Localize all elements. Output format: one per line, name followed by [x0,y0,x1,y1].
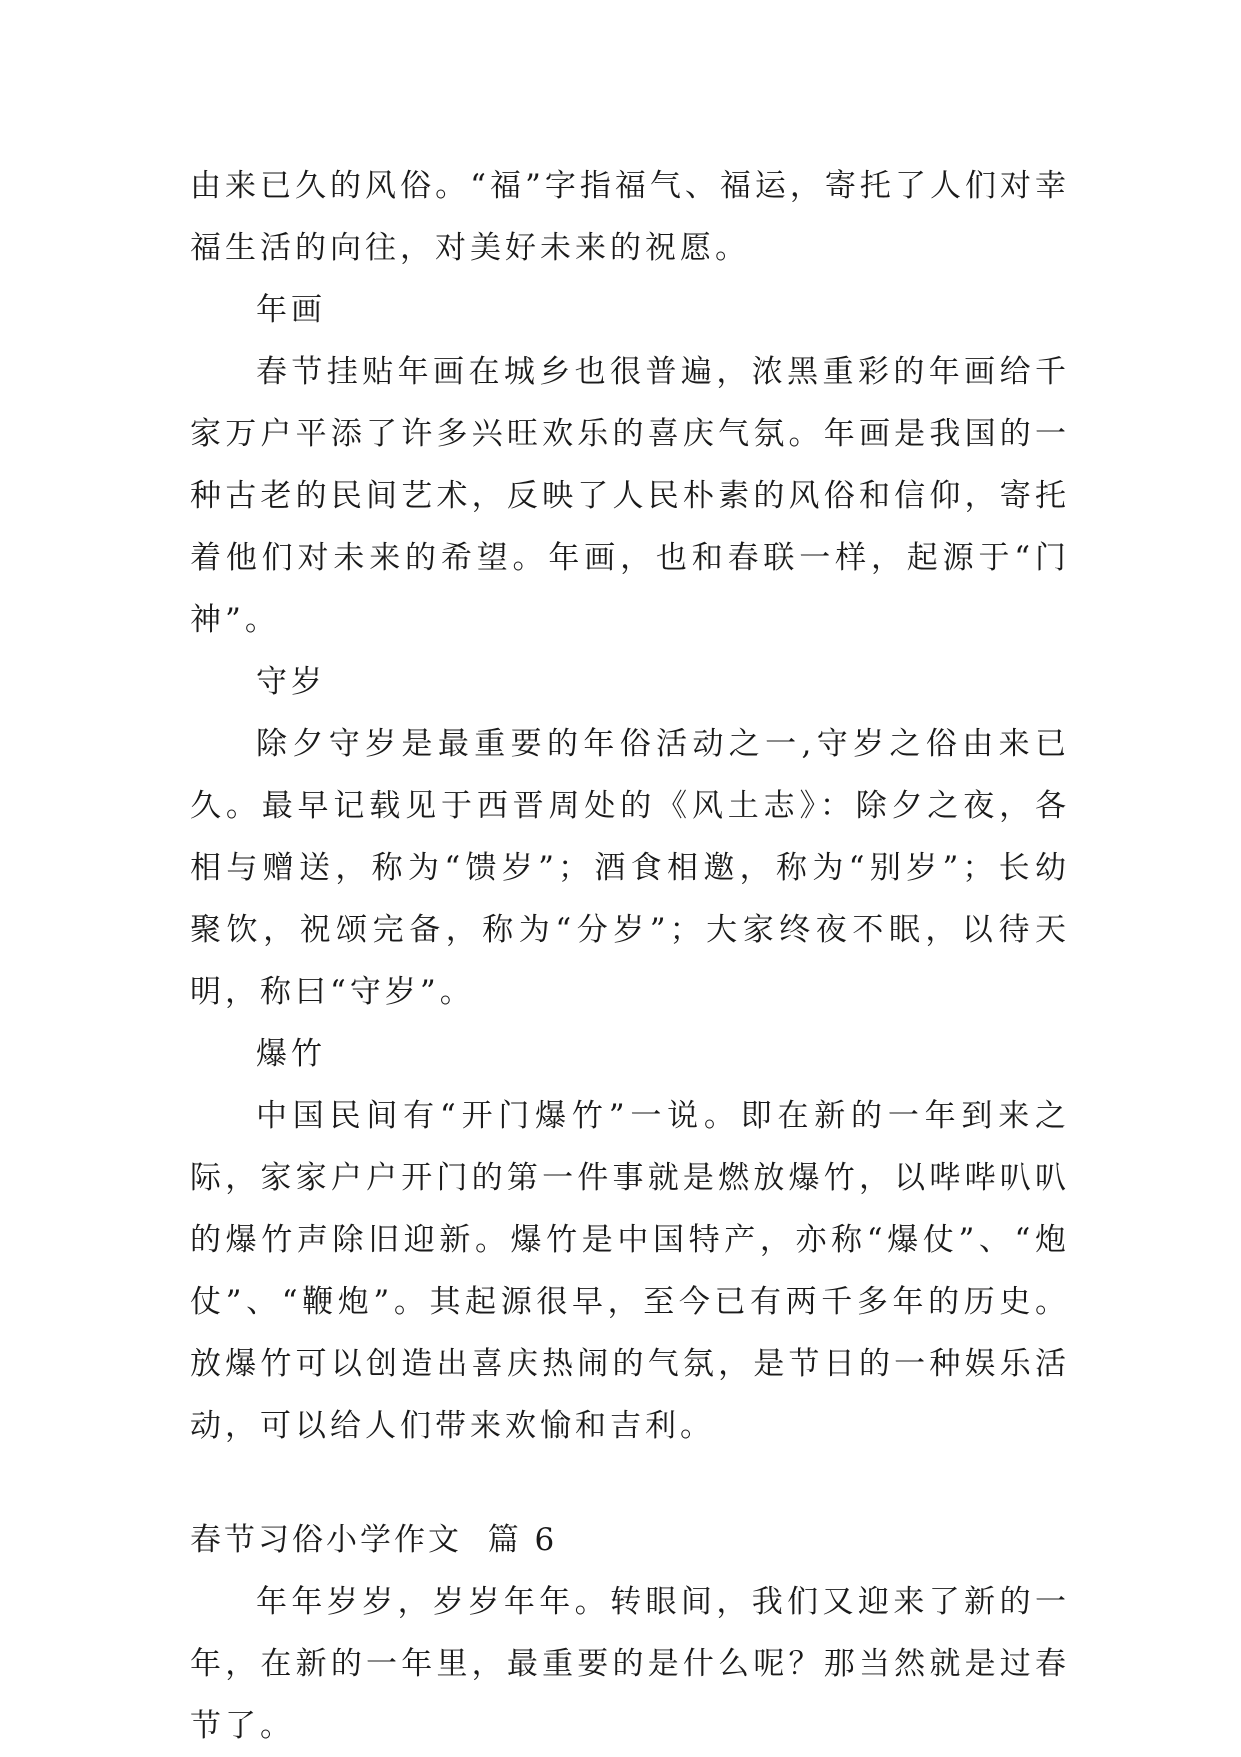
paragraph-nianhua: 春节挂贴年画在城乡也很普遍，浓黑重彩的年画给千家万户平添了许多兴旺欢乐的喜庆气氛。年画是我国的一种古老的民间艺术，反映了人民朴素的风俗和信仰，寄托着他们对未来的希望。年画，也和春联一样，起源于“门神”。 [190,354,1070,638]
paragraph-fu: 由来已久的风俗。“福”字指福气、福运，寄托了人们对幸福生活的向往，对美好未来的祝愿。 [190,168,1070,266]
paragraph-intro: 年年岁岁，岁岁年年。转眼间，我们又迎来了新的一年，在新的一年里，最重要的是什么呢？那当然就是过春节了。 [190,1584,1070,1744]
document-body [190,155,1070,1757]
paragraph-baozhu: 中国民间有“开门爆竹”一说。即在新的一年到来之际，家家户户开门的第一件事就是燃放爆竹，以哔哔叭叭的爆竹声除旧迎新。爆竹是中国特产，亦称“爆仗”、“炮仗”、“鞭炮”。其起源很早，至今已有两千多年的历史。放爆竹可以创造出喜庆热闹的气氛，是节日的一种娱乐活动，可以给人们带来欢愉和吉利。 [190,1098,1070,1444]
paragraph-shousui: 除夕守岁是最重要的年俗活动之一,守岁之俗由来已久。最早记载见于西晋周处的《风土志》：除夕之夜，各相与赠送，称为“馈岁”；酒食相邀，称为“别岁”；长幼聚饮，祝颂完备，称为“分岁”；大家终夜不眠，以待天明，称曰“守岁”。 [190,726,1070,1010]
section-heading-shousui: 守岁 [256,664,326,700]
section-heading-baozhu: 爆竹 [256,1036,326,1072]
section-heading-nianhua: 年画 [256,292,326,328]
article-title: 春节习俗小学作文 篇 6 [190,1522,558,1558]
